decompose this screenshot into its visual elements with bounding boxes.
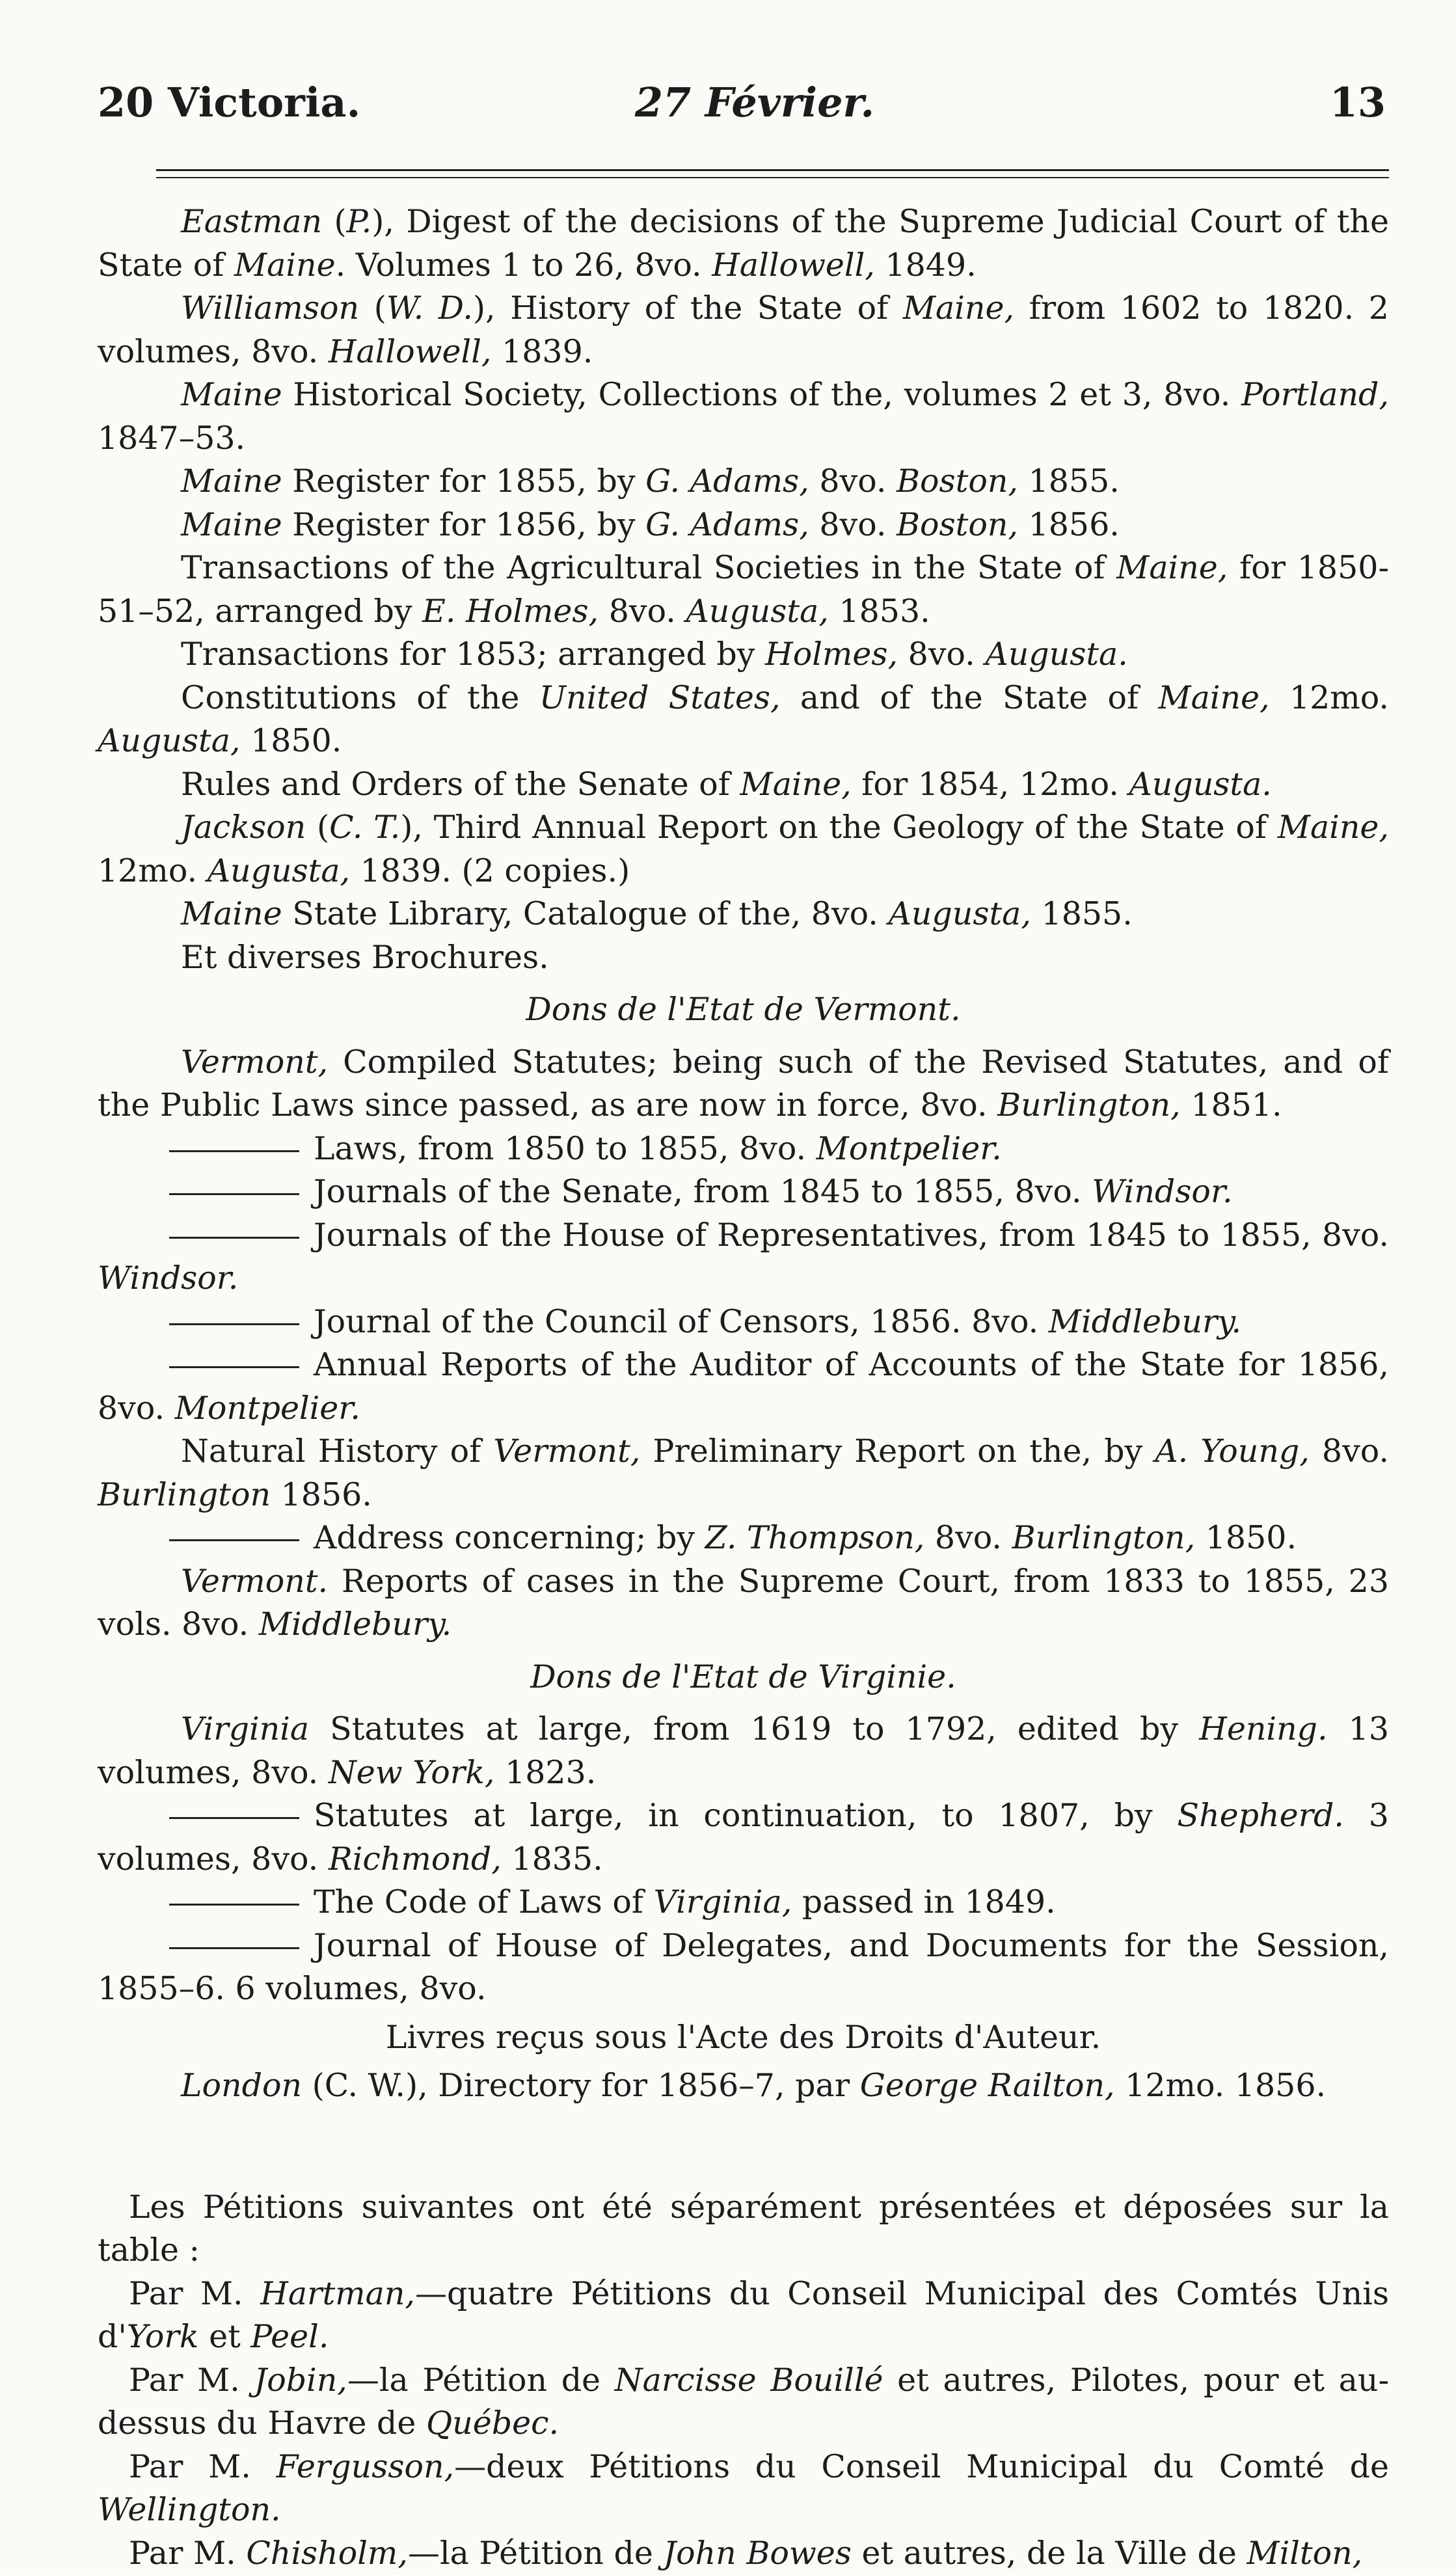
ditto-dash <box>169 1539 299 1541</box>
text-run: Reports of cases in the Supreme Court, from 1833 to 1855, 23 vols. 8vo. <box>98 1563 1389 1643</box>
text-run: 1839. <box>491 333 593 370</box>
italic-text: Jobin, <box>254 2362 347 2399</box>
text-run: Compiled Statutes; being such of the Revised Statutes, and of the Public Laws since passed, as are now in force, 8vo. <box>98 1044 1389 1124</box>
ditto-dash <box>169 1904 299 1906</box>
header-rule-thin <box>156 177 1389 178</box>
text-run: Journal of House of Delegates, and Documents for the Session, 1855–6. 6 volumes, 8vo. <box>98 1927 1389 2008</box>
italic-text: Boston, <box>897 463 1018 500</box>
catalogue-entry <box>98 893 1389 936</box>
italic-text: Shepherd. <box>1178 1797 1344 1834</box>
petition-paragraph <box>98 2186 1389 2272</box>
text-run: Par M. <box>129 2448 276 2485</box>
text-run: for 1854, 12mo. <box>852 766 1129 803</box>
running-head-date-text: 27 Février. <box>635 79 874 126</box>
text-run: 1847–53. <box>98 420 245 457</box>
italic-text: Maine <box>181 463 282 500</box>
text-run: 1855. <box>1018 463 1120 500</box>
catalogue-entry <box>98 1127 1389 1171</box>
italic-text: Z. Thompson, <box>705 1519 925 1556</box>
catalogue-entry <box>98 806 1389 893</box>
italic-text: G. Adams, <box>645 463 809 500</box>
italic-text: E. Holmes, <box>422 593 599 630</box>
text-run: Et diverses Brochures. <box>181 939 549 976</box>
italic-text: Eastman <box>181 203 322 240</box>
italic-text: Augusta, <box>208 852 351 889</box>
italic-text: Jackson <box>181 809 306 846</box>
ditto-dash <box>169 1366 299 1368</box>
section-heading <box>98 1656 1389 1699</box>
catalogue-entry <box>98 677 1389 763</box>
catalogue-entry <box>98 1170 1389 1214</box>
italic-text: P. <box>347 203 372 240</box>
running-head-date <box>98 77 1386 129</box>
italic-text: Maine, <box>1116 549 1228 586</box>
text-run: (C. W.), Directory for 1856–7, par <box>302 2067 860 2104</box>
italic-text: Holmes, <box>765 636 898 673</box>
italic-text: W. D. <box>386 290 473 327</box>
text-run: Dons de l'Etat de Vermont. <box>526 991 960 1028</box>
text-run: 1853. <box>829 593 930 630</box>
paragraph-gap <box>98 2140 1389 2154</box>
italic-text: Virginia, <box>654 1883 792 1921</box>
italic-text: C. T. <box>329 809 400 846</box>
italic-text: Hening. <box>1199 1710 1327 1747</box>
text-run: 1850. <box>1195 1519 1297 1556</box>
text-run: Natural History of <box>181 1433 493 1470</box>
text-run: Transactions for 1853; arranged by <box>181 636 765 673</box>
text-run: Laws, from 1850 to 1855, 8vo. <box>314 1130 816 1167</box>
text-run: 12mo. 1856. <box>1115 2067 1326 2104</box>
italic-text: Narcisse Bouillé <box>615 2362 883 2399</box>
italic-text: Maine, <box>1158 679 1269 716</box>
catalogue-entry <box>98 1881 1389 1924</box>
italic-text: Hallowell, <box>712 247 875 284</box>
italic-text: Burlington <box>98 1476 271 1513</box>
text-run: 8vo. <box>898 636 985 673</box>
petition-paragraph <box>98 2272 1389 2359</box>
italic-text: Vermont, <box>181 1044 328 1081</box>
petition-paragraph <box>98 2532 1389 2575</box>
italic-text: Wellington. <box>98 2491 281 2528</box>
catalogue-entry <box>98 763 1389 807</box>
italic-text: Augusta. <box>1129 766 1272 803</box>
italic-text: Maine, <box>740 766 852 803</box>
text-run: 1855. <box>1031 895 1133 932</box>
catalogue-entry <box>98 546 1389 633</box>
italic-text: Hartman, <box>260 2275 415 2312</box>
italic-text: Middlebury. <box>1049 1303 1241 1340</box>
text-run: 12mo. <box>98 852 208 889</box>
text-run: Transactions of the Agricultural Societies in the State of <box>181 549 1116 586</box>
italic-text: New York, <box>329 1754 495 1791</box>
text-run: 12mo. <box>1270 679 1389 716</box>
text-run: Par M. <box>129 2362 254 2399</box>
italic-text: London <box>181 2067 302 2104</box>
italic-text: Chisholm, <box>246 2535 408 2572</box>
italic-text: Windsor. <box>1092 1173 1232 1210</box>
italic-text: Virginia <box>181 1710 309 1747</box>
text-run: Livres reçus sous l'Acte des Droits d'Auteur. <box>386 2019 1101 2056</box>
italic-text: Montpelier. <box>175 1390 360 1427</box>
italic-text: Hallowell, <box>329 333 492 370</box>
italic-text: Vermont. <box>181 1563 328 1600</box>
text-run: for 1850-51–52, arranged by <box>98 549 1389 630</box>
text-run: Annual Reports of the Auditor of Accounts of the State for 1856, 8vo. <box>98 1346 1389 1427</box>
ditto-dash <box>169 1150 299 1152</box>
text-run: and of the State of <box>781 679 1159 716</box>
text-run: Statutes at large, in continuation, to 1807, by <box>314 1797 1178 1834</box>
petition-paragraph <box>98 2446 1389 2532</box>
catalogue-entry <box>98 504 1389 547</box>
text-run: Journals of the House of Representatives, from 1845 to 1855, 8vo. <box>314 1217 1389 1254</box>
italic-text: Vermont, <box>493 1433 640 1470</box>
text-run: 1856. <box>271 1476 372 1513</box>
text-run: from 1602 to 1820. 2 volumes, 8vo. <box>98 290 1389 370</box>
text-run: —quatre Pétitions du Conseil Municipal des Comtés Unis d' <box>98 2275 1389 2356</box>
ditto-dash <box>169 1193 299 1195</box>
catalogue-entry <box>98 1517 1389 1560</box>
text-run: State Library, Catalogue of the, 8vo. <box>282 895 889 932</box>
text-run: Journals of the Senate, from 1845 to 1855, 8vo. <box>314 1173 1092 1210</box>
italic-text: Middlebury. <box>259 1606 452 1643</box>
catalogue-entry <box>98 1430 1389 1517</box>
text-run: Constitutions of the <box>181 679 539 716</box>
text-run: Par M. <box>129 2275 260 2312</box>
catalogue-entry <box>98 200 1389 287</box>
italic-text: Montpelier. <box>816 1130 1002 1167</box>
italic-text: Augusta, <box>888 895 1031 932</box>
text-run: . Volumes 1 to 26, 8vo. <box>336 247 712 284</box>
catalogue-entry <box>98 1301 1389 1344</box>
text-run: passed in 1849. <box>792 1883 1055 1921</box>
text-run: 3 volumes, 8vo. <box>98 1797 1389 1878</box>
text-run: Les Pétitions suivantes ont été séparément présentées et déposées sur la table : <box>98 2189 1389 2269</box>
italic-text: Milton, <box>1247 2535 1362 2572</box>
catalogue-entry <box>98 1041 1389 1127</box>
text-run: Register for 1856, by <box>282 506 645 543</box>
running-head-left: 20 Victoria. <box>98 77 360 129</box>
italic-text: Fergusson, <box>276 2448 455 2485</box>
catalogue-entry <box>98 1214 1389 1301</box>
text-run: 1823. <box>495 1754 597 1791</box>
italic-text: Peel. <box>250 2318 329 2355</box>
text-run: 8vo. <box>1310 1433 1389 1470</box>
text-run: Journal of the Council of Censors, 1856. 8vo. <box>314 1303 1049 1340</box>
ditto-dash <box>169 1947 299 1949</box>
text-run: et autres, de la Ville de <box>852 2535 1247 2572</box>
text-run: 1849. <box>875 247 977 284</box>
text-run: Register for 1855, by <box>282 463 645 500</box>
italic-text: John Bowes <box>663 2535 851 2572</box>
section-heading <box>98 2016 1389 2060</box>
text-run: 8vo. <box>599 593 686 630</box>
italic-text: United States, <box>539 679 781 716</box>
text-run: 1835. <box>502 1840 603 1878</box>
text-run: 8vo. <box>924 1519 1012 1556</box>
text-run: 1850. <box>241 722 342 759</box>
text-run: Rules and Orders of the Senate of <box>181 766 740 803</box>
text-run: 13 volumes, 8vo. <box>98 1710 1389 1791</box>
italic-text: Augusta, <box>98 722 241 759</box>
italic-text: Maine <box>181 376 282 413</box>
text-run: Address concerning; by <box>314 1519 705 1556</box>
italic-text: Maine <box>181 895 282 932</box>
italic-text: Windsor. <box>98 1260 238 1297</box>
section-heading <box>98 988 1389 1032</box>
text-run: ( <box>322 203 347 240</box>
text-run: 8vo. <box>809 463 897 500</box>
text-run: ( <box>359 290 386 327</box>
text-run: 8vo. <box>809 506 897 543</box>
italic-text: York <box>127 2318 199 2355</box>
text-run: 1851. <box>1181 1086 1282 1124</box>
text-run: ), Digest of the decisions of the Supreme Judicial Court of the State of <box>98 203 1389 284</box>
catalogue-entry <box>98 1343 1389 1430</box>
page-number: 13 <box>1330 77 1386 129</box>
catalogue-entry <box>98 373 1389 460</box>
text-run: —deux Pétitions du Conseil Municipal du Comté de <box>454 2448 1389 2485</box>
text-run: Par M. <box>129 2535 246 2572</box>
italic-text: A. Young, <box>1155 1433 1310 1470</box>
text-run: 1856. <box>1018 506 1120 543</box>
italic-text: Williamson <box>181 290 359 327</box>
italic-text: George Railton, <box>860 2067 1115 2104</box>
italic-text: Portland, <box>1241 376 1389 413</box>
italic-text: Burlington, <box>1012 1519 1196 1556</box>
italic-text: Boston, <box>897 506 1018 543</box>
italic-text: Maine <box>234 247 336 284</box>
page-body <box>98 200 1389 2575</box>
text-run: et autres, Pilotes, pour et au-dessus du Havre de <box>98 2362 1389 2442</box>
petition-paragraph <box>98 2359 1389 2446</box>
italic-text: G. Adams, <box>645 506 809 543</box>
catalogue-entry <box>98 1794 1389 1881</box>
text-run: ( <box>306 809 329 846</box>
italic-text: Richmond, <box>329 1840 502 1878</box>
italic-text: Augusta. <box>985 636 1128 673</box>
italic-text: Burlington, <box>997 1086 1181 1124</box>
text-run: ), History of the State of <box>473 290 903 327</box>
header-rule-thick <box>156 169 1389 171</box>
ditto-dash <box>169 1323 299 1325</box>
text-run: Preliminary Report on the, by <box>640 1433 1155 1470</box>
text-run: Statutes at large, from 1619 to 1792, edited by <box>309 1710 1199 1747</box>
catalogue-entry <box>98 460 1389 504</box>
catalogue-entry <box>98 1708 1389 1794</box>
italic-text: Maine, <box>1278 809 1389 846</box>
running-head <box>98 77 1386 129</box>
text-run: Dons de l'Etat de Virginie. <box>530 1658 956 1695</box>
catalogue-entry <box>98 633 1389 677</box>
catalogue-entry <box>98 287 1389 373</box>
text-run: et <box>199 2318 251 2355</box>
italic-text: Maine, <box>903 290 1014 327</box>
ditto-dash <box>169 1237 299 1239</box>
text-run: —la Pétition de <box>408 2535 664 2572</box>
text-run: The Code of Laws of <box>314 1883 654 1921</box>
ditto-dash <box>169 1817 299 1819</box>
catalogue-entry <box>98 1560 1389 1647</box>
italic-text: Maine <box>181 506 282 543</box>
text-run: —la Pétition de <box>347 2362 615 2399</box>
catalogue-entry <box>98 1924 1389 2011</box>
text-run: 1839. (2 copies.) <box>350 852 630 889</box>
catalogue-entry <box>98 936 1389 980</box>
text-run: ), Third Annual Report on the Geology of the State of <box>400 809 1278 846</box>
italic-text: Augusta, <box>686 593 829 630</box>
text-run: Historical Society, Collections of the, volumes 2 et 3, 8vo. <box>282 376 1241 413</box>
catalogue-entry <box>98 2064 1389 2108</box>
italic-text: Québec. <box>426 2405 559 2442</box>
